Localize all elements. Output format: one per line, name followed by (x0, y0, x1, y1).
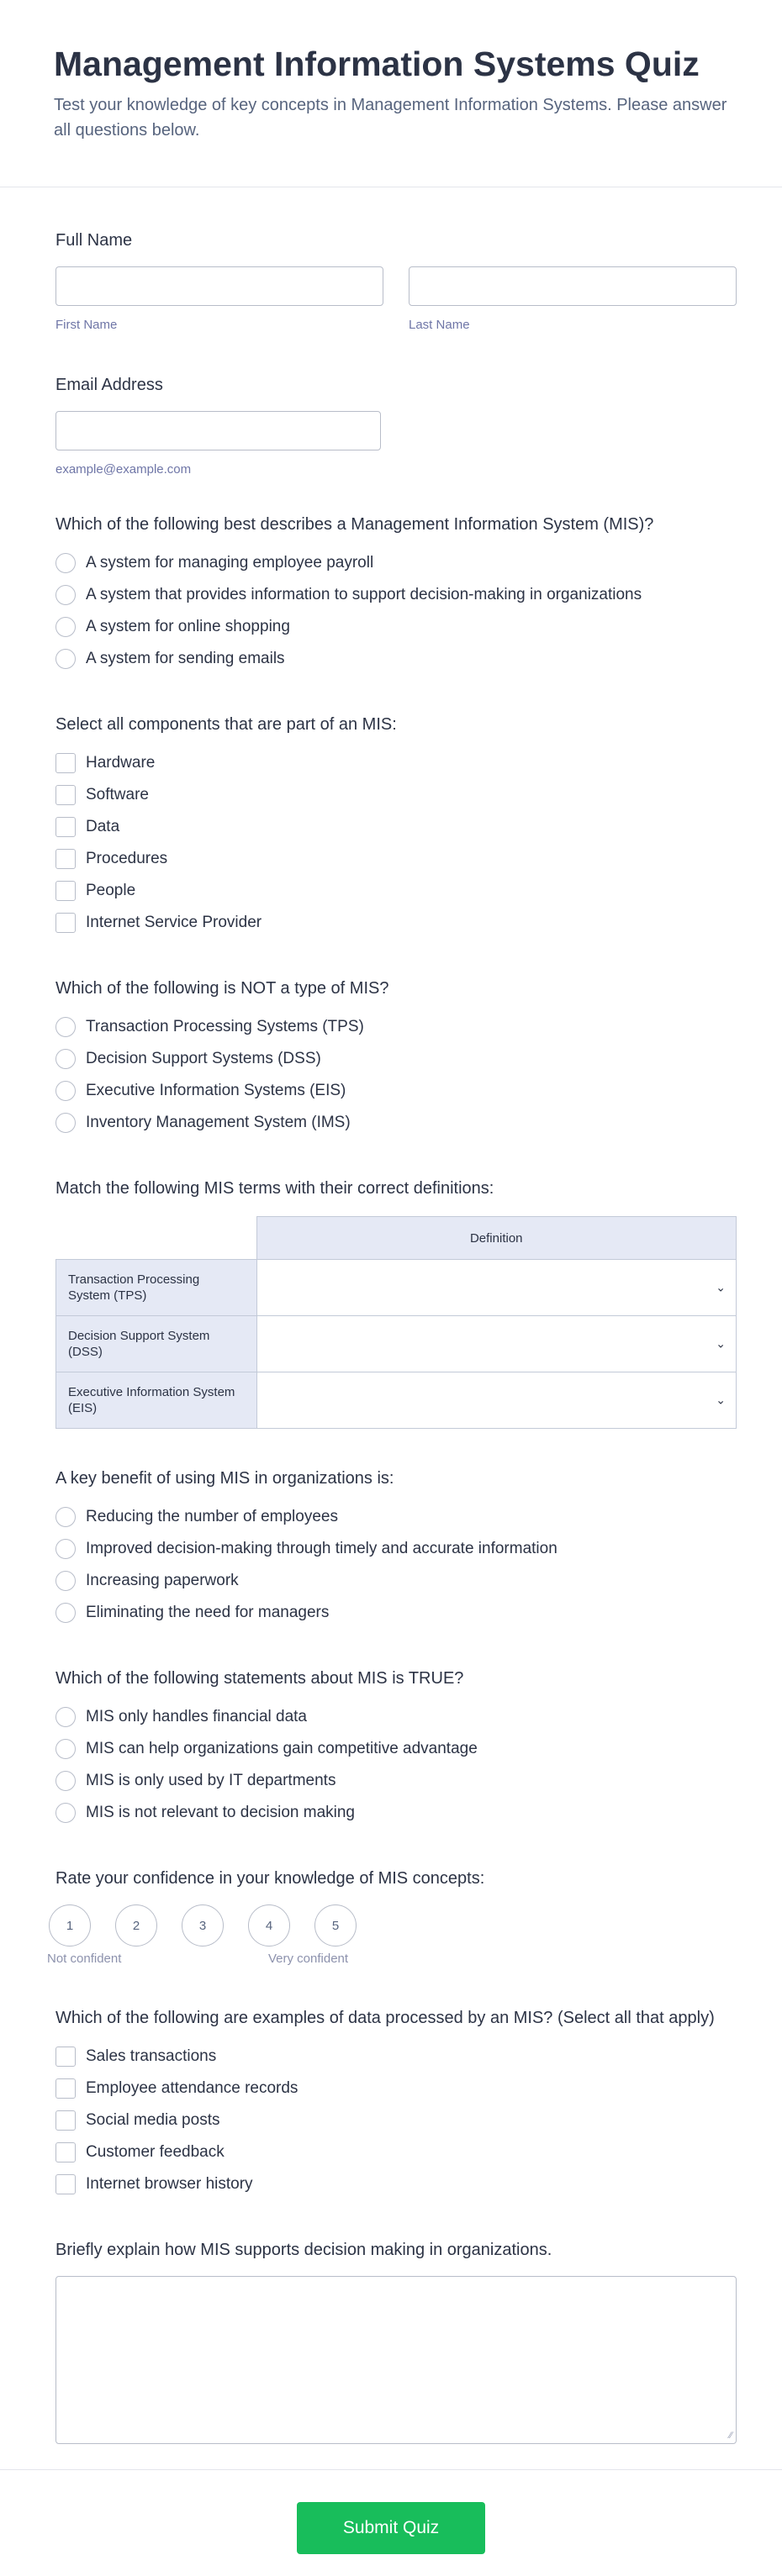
scale-option[interactable]: 5 (314, 1904, 357, 1946)
radio-button[interactable] (55, 1507, 76, 1527)
definition-select[interactable] (256, 1316, 737, 1372)
form-header (0, 0, 782, 187)
question-4-label: Match the following MIS terms with their correct definitions: (55, 1179, 494, 1198)
radio-button[interactable] (55, 1049, 76, 1069)
q8-option[interactable] (55, 2136, 735, 2168)
email-input[interactable] (55, 411, 381, 450)
definition-select[interactable] (256, 1260, 737, 1316)
option-label: MIS is only used by IT departments (86, 1772, 336, 1789)
question-5-label: A key benefit of using MIS in organizations is: (55, 1469, 394, 1488)
q8-option[interactable] (55, 2105, 735, 2136)
option-label: Executive Information Systems (EIS) (86, 1082, 346, 1099)
first-name-sublabel: First Name (55, 318, 118, 332)
scale-option[interactable]: 4 (248, 1904, 290, 1946)
question-9 (55, 2239, 735, 2444)
question-7 (47, 1867, 735, 1968)
q6-option[interactable] (55, 1701, 735, 1733)
q6-option[interactable] (55, 1797, 735, 1829)
checkbox[interactable] (55, 2174, 76, 2194)
question-3-label: Which of the following is NOT a type of MIS? (55, 979, 389, 998)
option-label: MIS only handles financial data (86, 1708, 307, 1725)
option-label: Employee attendance records (86, 2079, 299, 2097)
matrix-row-label: Transaction Processing System (TPS) (56, 1260, 257, 1316)
question-6-label: Which of the following statements about MIS is TRUE? (55, 1669, 464, 1688)
q6-option[interactable] (55, 1733, 735, 1765)
option-label: Internet Service Provider (86, 914, 262, 931)
q3-option[interactable] (55, 1107, 735, 1139)
question-2-label: Select all components that are part of an MIS: (55, 715, 397, 734)
q1-option[interactable] (55, 547, 735, 579)
radio-button[interactable] (55, 553, 76, 573)
scale-low-label: Not confident (47, 1952, 122, 1966)
email-sublabel: example@example.com (55, 462, 192, 477)
option-label: A system for managing employee payroll (86, 554, 374, 572)
scale-option[interactable]: 2 (115, 1904, 157, 1946)
radio-button[interactable] (55, 1603, 76, 1623)
q1-option[interactable] (55, 643, 735, 675)
question-6 (55, 1667, 735, 1829)
radio-button[interactable] (55, 649, 76, 669)
first-name-input[interactable] (55, 266, 383, 306)
radio-button[interactable] (55, 617, 76, 637)
q3-option[interactable] (55, 1043, 735, 1075)
q8-option[interactable] (55, 2168, 735, 2200)
checkbox[interactable] (55, 753, 76, 773)
full-name-field (55, 229, 735, 332)
checkbox[interactable] (55, 913, 76, 933)
option-label: Transaction Processing Systems (TPS) (86, 1018, 364, 1035)
q1-option[interactable] (55, 611, 735, 643)
radio-button[interactable] (55, 1571, 76, 1591)
radio-button[interactable] (55, 1739, 76, 1759)
explanation-textarea[interactable] (55, 2276, 737, 2444)
radio-button[interactable] (55, 1707, 76, 1727)
checkbox[interactable] (55, 2110, 76, 2131)
form-footer (0, 2469, 782, 2570)
q2-option[interactable] (55, 843, 735, 875)
checkbox[interactable] (55, 785, 76, 805)
last-name-input[interactable] (409, 266, 737, 306)
checkbox[interactable] (55, 2142, 76, 2162)
matrix-column-header: Definition (256, 1217, 737, 1260)
question-4 (55, 1177, 735, 1429)
page-subtitle: Test your knowledge of key concepts in Management Information Systems. Please answer all questions below. (54, 96, 727, 140)
matching-table (55, 1216, 737, 1429)
checkbox[interactable] (55, 817, 76, 837)
question-9-label: Briefly explain how MIS supports decision making in organizations. (55, 2241, 552, 2259)
option-label: Improved decision-making through timely and accurate information (86, 1540, 557, 1557)
option-label: Eliminating the need for managers (86, 1604, 330, 1621)
option-label: Procedures (86, 850, 168, 867)
q5-option[interactable] (55, 1565, 735, 1597)
confidence-scale (49, 1904, 735, 1946)
q2-option[interactable] (55, 875, 735, 907)
q2-option[interactable] (55, 907, 735, 939)
option-label: Increasing paperwork (86, 1572, 239, 1589)
option-label: A system for sending emails (86, 650, 285, 667)
option-label: Software (86, 786, 149, 803)
option-label: People (86, 882, 136, 899)
q5-option[interactable] (55, 1533, 735, 1565)
email-field (55, 374, 735, 477)
option-label: Reducing the number of employees (86, 1508, 338, 1525)
question-5 (55, 1467, 735, 1629)
q8-option[interactable] (55, 2073, 735, 2105)
option-label: Inventory Management System (IMS) (86, 1114, 351, 1131)
option-label: MIS can help organizations gain competitive advantage (86, 1740, 478, 1757)
scale-option[interactable]: 1 (49, 1904, 91, 1946)
question-7-label: Rate your confidence in your knowledge of MIS concepts: (55, 1869, 485, 1888)
q3-option[interactable] (55, 1075, 735, 1107)
page-title: Management Information Systems Quiz (54, 45, 700, 83)
option-label: Sales transactions (86, 2047, 217, 2065)
last-name-sublabel: Last Name (409, 318, 470, 332)
scale-high-label: Very confident (268, 1952, 349, 1966)
q6-option[interactable] (55, 1765, 735, 1797)
q2-option[interactable] (55, 811, 735, 843)
matrix-row-label: Executive Information System (EIS) (56, 1372, 257, 1429)
question-1-label: Which of the following best describes a Management Information System (MIS)? (55, 515, 654, 534)
option-label: Decision Support Systems (DSS) (86, 1050, 321, 1067)
submit-button[interactable]: Submit Quiz (297, 2502, 485, 2554)
q3-option[interactable] (55, 1011, 735, 1043)
radio-button[interactable] (55, 1803, 76, 1823)
definition-select[interactable] (256, 1372, 737, 1429)
option-label: Social media posts (86, 2111, 220, 2129)
question-8 (55, 2007, 735, 2200)
question-1 (55, 514, 735, 675)
option-label: Data (86, 818, 120, 835)
q2-option[interactable] (55, 747, 735, 779)
q8-option[interactable] (55, 2041, 735, 2073)
radio-button[interactable] (55, 1081, 76, 1101)
q1-option[interactable] (55, 579, 735, 611)
option-label: Internet browser history (86, 2175, 253, 2193)
q5-option[interactable] (55, 1501, 735, 1533)
radio-button[interactable] (55, 1017, 76, 1037)
option-label: A system that provides information to support decision-making in organizations (86, 586, 642, 603)
email-label: Email Address (55, 376, 163, 394)
chevron-down-icon: ⌄ (716, 1336, 726, 1351)
question-8-label: Which of the following are examples of data processed by an MIS? (Select all that apply) (55, 2009, 715, 2027)
scale-option[interactable]: 3 (182, 1904, 224, 1946)
radio-button[interactable] (55, 585, 76, 605)
checkbox[interactable] (55, 2047, 76, 2067)
q5-option[interactable] (55, 1597, 735, 1629)
chevron-down-icon: ⌄ (716, 1393, 726, 1407)
option-label: MIS is not relevant to decision making (86, 1804, 355, 1821)
radio-button[interactable] (55, 1539, 76, 1559)
checkbox[interactable] (55, 2078, 76, 2099)
q2-option[interactable] (55, 779, 735, 811)
full-name-label: Full Name (55, 231, 133, 250)
option-label: A system for online shopping (86, 618, 290, 635)
option-label: Hardware (86, 754, 156, 772)
checkbox[interactable] (55, 881, 76, 901)
resize-handle-icon[interactable]: ∕∕ (729, 2431, 732, 2441)
matrix-row-label: Decision Support System (DSS) (56, 1316, 257, 1372)
radio-button[interactable] (55, 1113, 76, 1133)
checkbox[interactable] (55, 849, 76, 869)
question-2 (55, 714, 735, 939)
chevron-down-icon: ⌄ (716, 1280, 726, 1294)
question-3 (55, 977, 735, 1139)
radio-button[interactable] (55, 1771, 76, 1791)
matrix-corner (56, 1217, 257, 1260)
option-label: Customer feedback (86, 2143, 225, 2161)
quiz-form (0, 229, 782, 2444)
